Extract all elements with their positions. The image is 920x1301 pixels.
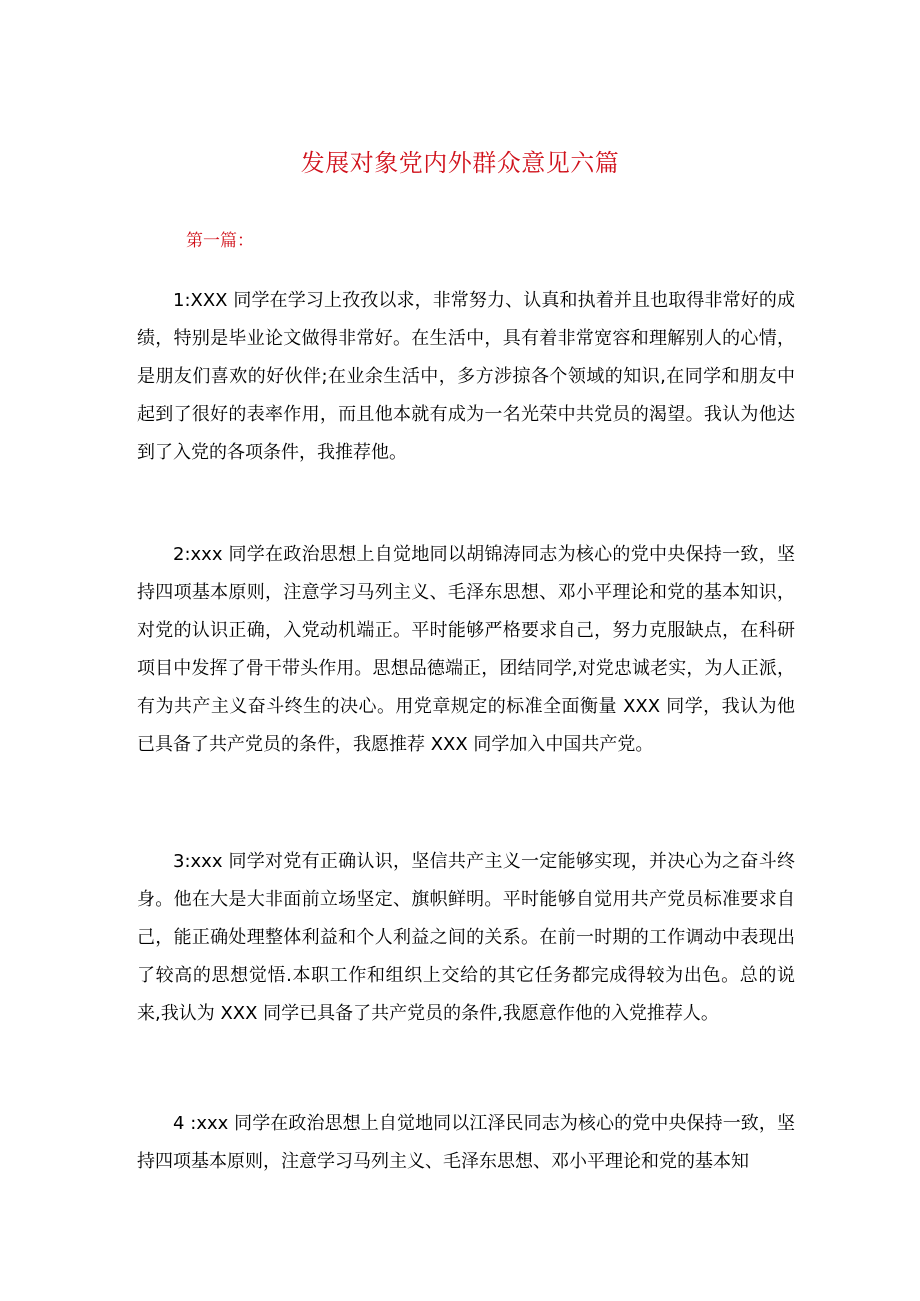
paragraph-1: 1:XXX 同学在学习上孜孜以求，非常努力、认真和执着并且也取得非常好的成绩，特别是毕业论文做得非常好。在生活中，具有着非常宽容和理解别人的心情，是朋友们喜欢的好伙伴;在业余生活中，多方涉掠各个领域的知识,在同学和朋友中起到了很好的表率作用，而且他本就有成为一名光荣中共党员的渴望。我认为他达到了入党的各项条件，我推荐他。 xyxy=(137,290,795,463)
document-title: 发展对象党内外群众意见六篇 xyxy=(300,149,620,177)
paragraph-2: 2:xxx 同学在政治思想上自觉地同以胡锦涛同志为核心的党中央保持一致，坚持四项基本原则，注意学习马列主义、毛泽东思想、邓小平理论和党的基本知识，对党的认识正确，入党动机端正。平时能够严格要求自己，努力克服缺点，在科研项目中发挥了骨干带头作用。思想品德端正，团结同学,对党忠诚老实，为人正派，有为共产主义奋斗终生的决心。用党章规定的标准全面衡量 XXX 同学，我认为他已具备了共产党员的条件，我愿推荐 XXX 同学加入中国共产党。 xyxy=(137,544,795,755)
section-heading: 第一篇： xyxy=(186,231,254,251)
paragraph-3: 3:xxx 同学对党有正确认识，坚信共产主义一定能够实现，并决心为之奋斗终身。他在大是大非面前立场坚定、旗帜鲜明。平时能够自觉用共产党员标准要求自己，能正确处理整体利益和个人利益之间的关系。在前一时期的工作调动中表现出了较高的思想觉悟.本职工作和组织上交给的其它任务都完成得较为出色。总的说来,我认为 XXX 同学已具备了共产党员的条件,我愿意作他的入党推荐人。 xyxy=(137,851,795,1024)
paragraph-4: 4 :xxx 同学在政治思想上自觉地同以江泽民同志为核心的党中央保持一致，坚持四项基本原则，注意学习马列主义、毛泽东思想、邓小平理论和党的基本知 xyxy=(137,1113,795,1172)
